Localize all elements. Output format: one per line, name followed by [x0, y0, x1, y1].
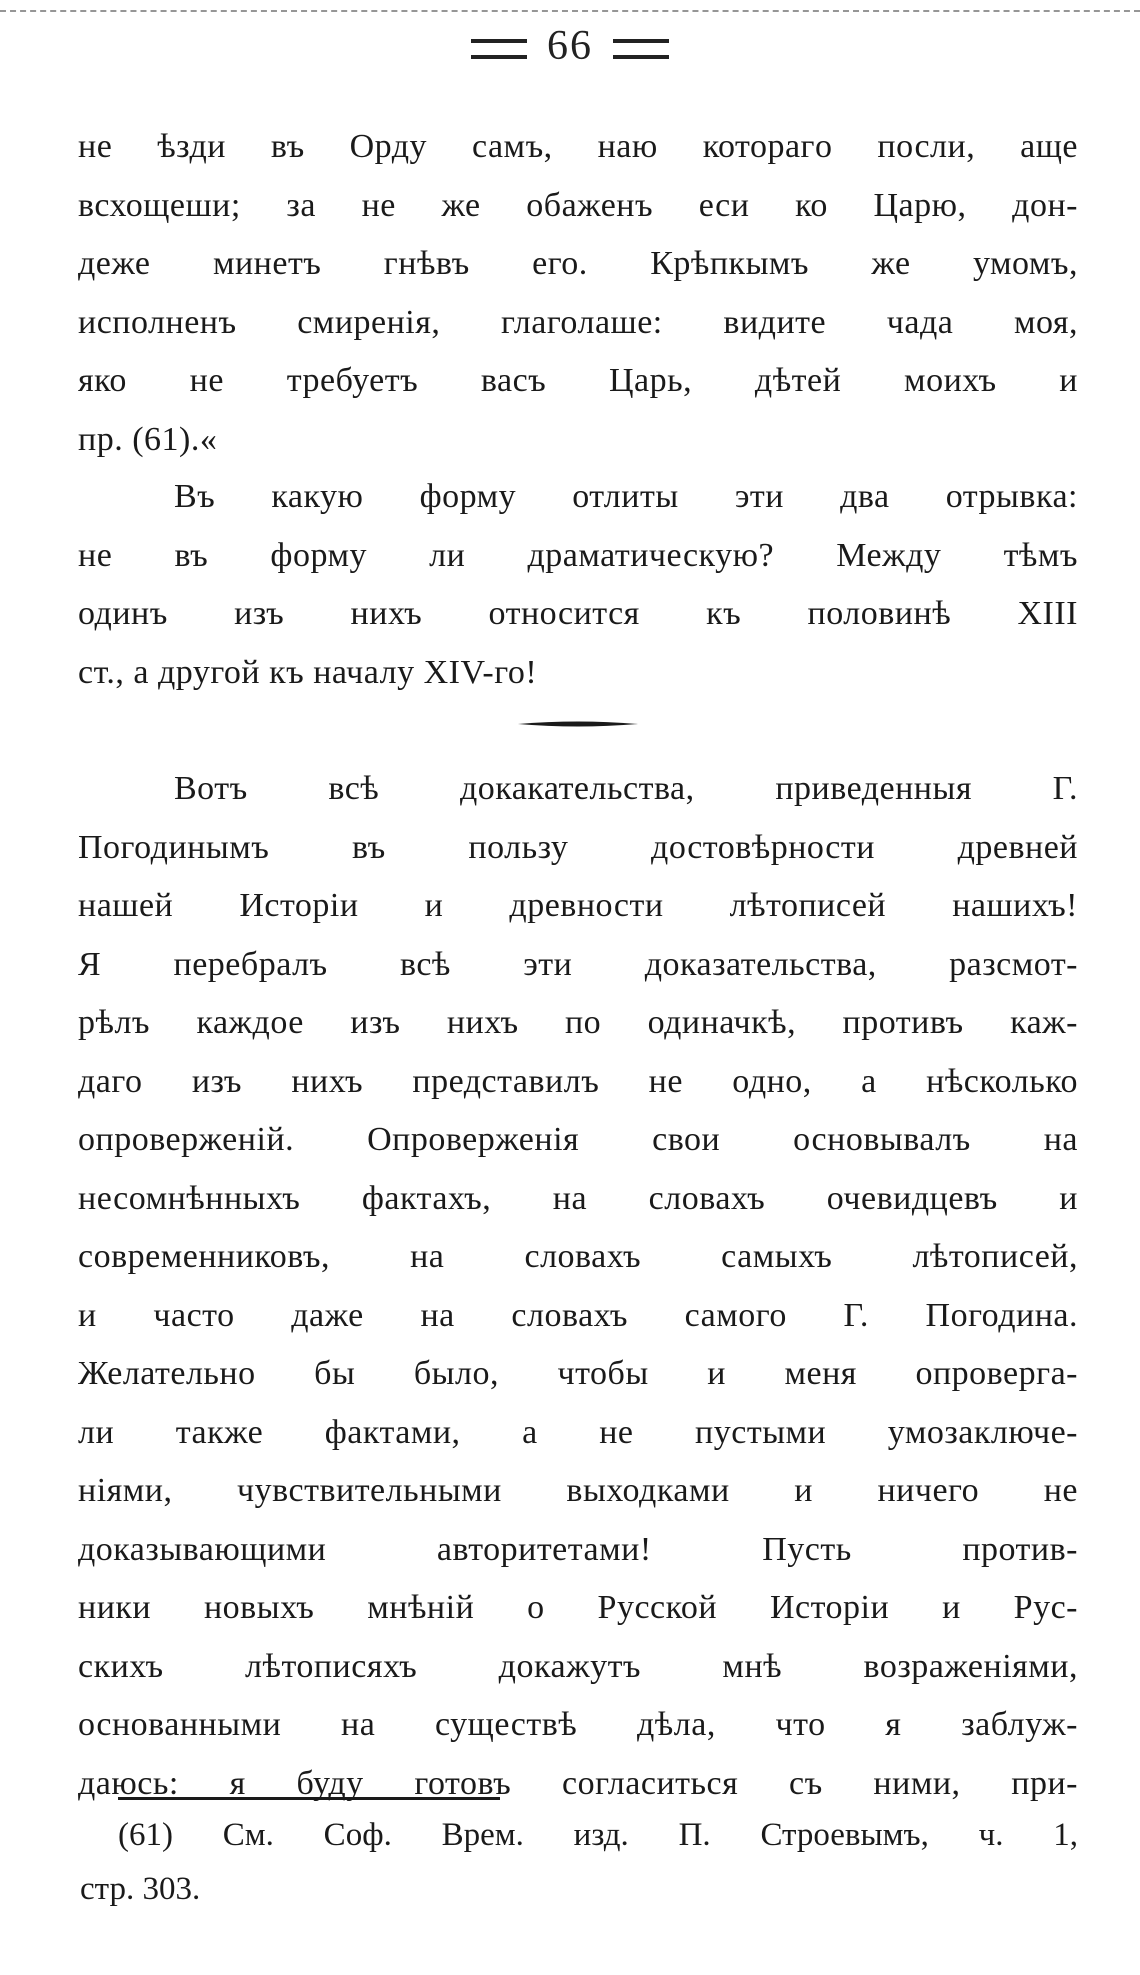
text-line: всхощеши; за не же обаженъ еси ко Царю, дон-: [78, 186, 1078, 224]
text-line: даюсь: я буду готовъ согласиться съ ними, при-: [78, 1764, 1078, 1802]
footnote: [80, 1808, 1078, 1916]
text-line: пр. (61).«: [78, 420, 218, 458]
text-line: современниковъ, на словахъ самыхъ лѣтописей,: [78, 1238, 1078, 1275]
text-line: ли также фактами, а не пустыми умозаключе-: [78, 1413, 1078, 1451]
text-line: рѣлъ каждое изъ нихъ по одиначкѣ, противъ каж-: [78, 1004, 1078, 1041]
paragraph-question: [78, 468, 1078, 702]
text-line: и часто даже на словахъ самого Г. Погодина.: [78, 1296, 1078, 1334]
paragraph-conclusion: [78, 760, 1078, 1813]
text-line: одинъ изъ нихъ относится къ половинѣ XIII: [78, 595, 1078, 632]
text-line: несомнѣнныхъ фактахъ, на словахъ очевидцевъ и: [78, 1179, 1078, 1217]
footnote-line: стр. 303.: [80, 1871, 201, 1907]
text-line: Въ какую форму отлиты эти два отрывка:: [174, 478, 1078, 515]
footnote-line: (61) См. Соф. Врем. изд. П. Строевымъ, ч. 1,: [118, 1817, 1078, 1853]
text-line: нашей Исторіи и древности лѣтописей нашихъ!: [78, 887, 1078, 924]
paragraph-continued: [78, 118, 1078, 469]
left-double-rule: [471, 39, 527, 59]
text-line: ніями, чувствительными выходками и ничего не: [78, 1472, 1078, 1509]
text-line: не въ форму ли драматическую? Между тѣмъ: [78, 536, 1078, 574]
text-line: доказывающими авторитетами! Пусть против-: [78, 1530, 1078, 1568]
right-double-rule: [613, 39, 669, 59]
top-edge-rule: [0, 10, 1140, 12]
text-line: основанными на существѣ дѣла, что я заблуж-: [78, 1706, 1078, 1743]
text-line: скихъ лѣтописяхъ докажутъ мнѣ возраженіями,: [78, 1647, 1078, 1685]
text-line: деже минетъ гнѣвъ его. Крѣпкымъ же умомъ,: [78, 245, 1078, 282]
text-line: Вотъ всѣ докакательства, приведенныя Г.: [174, 770, 1078, 807]
footnote-rule: [118, 1797, 500, 1800]
text-line: исполненъ смиренія, глаголаше: видите чада моя,: [78, 303, 1078, 341]
text-line: ст., а другой къ началу XIV-го!: [78, 653, 538, 691]
text-line: Желательно бы было, чтобы и меня опроверга-: [78, 1355, 1078, 1392]
text-line: яко не требуетъ васъ Царь, дѣтей моихъ и: [78, 362, 1078, 399]
page-number: 66: [547, 23, 593, 69]
text-line: опроверженій. Опроверженія свои основывалъ на: [78, 1121, 1078, 1158]
section-separator-ornament: [518, 720, 638, 728]
text-line: Я перебралъ всѣ эти доказательства, разсмот-: [78, 945, 1078, 983]
text-line: даго изъ нихъ представилъ не одно, а нѣсколько: [78, 1062, 1078, 1100]
running-head: [0, 22, 1140, 70]
text-line: не ѣзди въ Орду самъ, наю которагo посли, аще: [78, 128, 1078, 165]
text-line: ники новыхъ мнѣній о Русской Исторіи и Рус-: [78, 1589, 1078, 1626]
text-line: Погодинымъ въ пользу достовѣрности древней: [78, 828, 1078, 866]
